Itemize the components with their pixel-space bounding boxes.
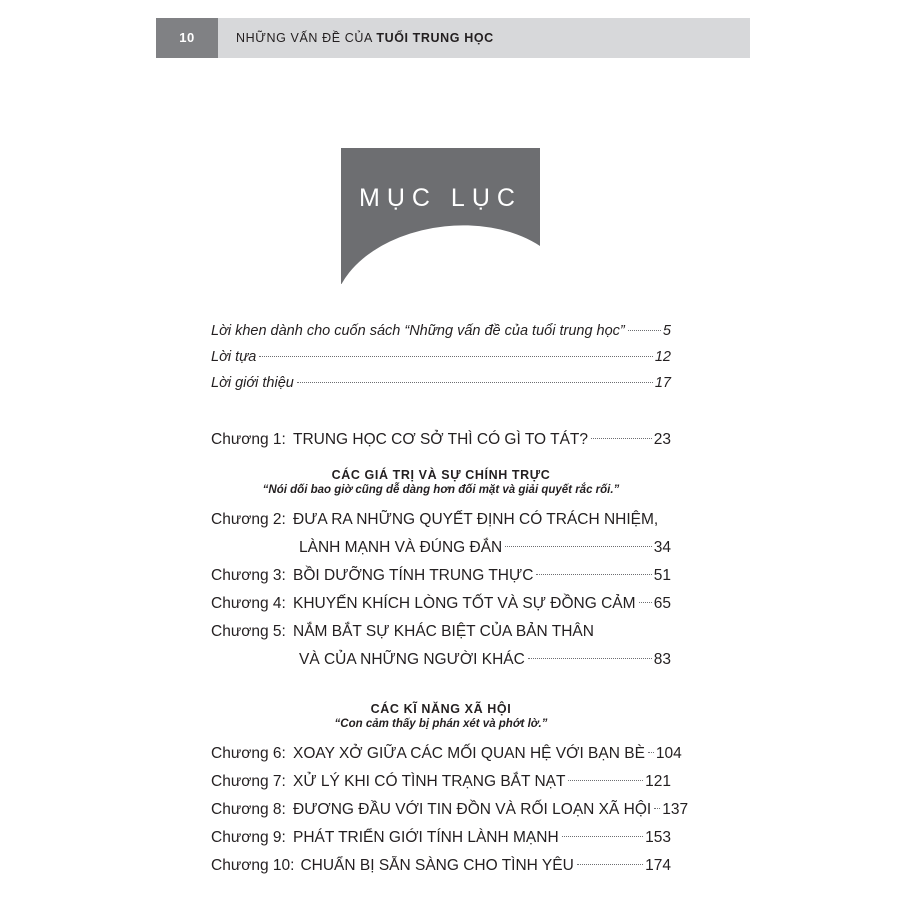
chapter-label: Chương 7: [211, 773, 286, 790]
chapter-title: ĐƯƠNG ĐẦU VỚI TIN ĐỒN VÀ RỐI LOẠN XÃ HỘI [293, 801, 652, 818]
chapter-title: CHUẨN BỊ SẴN SÀNG CHO TÌNH YÊU [300, 857, 574, 874]
section-heading-quote: “Con cảm thấy bị phán xét và phớt lờ.” [334, 718, 548, 730]
chapter-page: 23 [653, 431, 671, 448]
chapter-title: TRUNG HỌC CƠ SỞ THÌ CÓ GÌ TO TÁT? [293, 431, 588, 448]
chapter-label: Chương 8: [211, 801, 286, 818]
list-item[interactable] [211, 768, 671, 796]
chapter-title-continuation[interactable] [211, 646, 671, 674]
dot-leader [528, 658, 652, 659]
list-item[interactable] [211, 562, 671, 590]
dot-leader [639, 602, 652, 603]
chapter-page: 34 [653, 539, 671, 556]
front-matter-label: Lời khen dành cho cuốn sách “Những vấn đề của tuổi trung học” [211, 323, 625, 339]
front-matter-label: Lời giới thiệu [211, 375, 294, 391]
section-heading [211, 468, 671, 496]
section-heading-quote: “Nói dối bao giờ cũng dễ dàng hơn đối mặt và giải quyết rắc rối.” [262, 484, 620, 496]
running-header-title-bold: TUỔI TRUNG HỌC [376, 31, 494, 45]
list-item[interactable] [211, 370, 671, 396]
list-item[interactable] [211, 618, 671, 646]
section-heading-title: CÁC KĨ NĂNG XÃ HỘI [370, 702, 512, 716]
spacer [211, 732, 671, 740]
chapter-label: Chương 10: [211, 857, 295, 874]
dot-leader [536, 574, 651, 575]
chapter-title-line2: LÀNH MẠNH VÀ ĐÚNG ĐẮN [299, 539, 503, 556]
dot-leader [654, 808, 660, 809]
chapter-label: Chương 4: [211, 595, 286, 612]
dot-leader [568, 780, 643, 781]
chapter-page: 104 [655, 745, 682, 762]
front-matter-list [211, 318, 671, 396]
list-item[interactable] [211, 426, 671, 454]
list-item[interactable] [211, 344, 671, 370]
list-item[interactable] [211, 590, 671, 618]
chapter-page: 174 [645, 857, 671, 874]
spacer [211, 674, 671, 688]
chapter-page: 153 [645, 829, 671, 846]
list-item[interactable] [211, 318, 671, 344]
chapter-title: NẮM BẮT SỰ KHÁC BIỆT CỦA BẢN THÂN [293, 623, 594, 640]
dot-leader [577, 864, 643, 865]
dot-leader [259, 356, 652, 357]
front-matter-page: 5 [662, 323, 671, 339]
chapter-title-line2: VÀ CỦA NHỮNG NGƯỜI KHÁC [299, 651, 525, 668]
chapter-page: 83 [653, 651, 671, 668]
chapter-label: Chương 5: [211, 623, 286, 640]
dot-leader [628, 330, 661, 331]
list-item[interactable] [211, 740, 682, 768]
dot-leader [591, 438, 652, 439]
chapter-title: PHÁT TRIỂN GIỚI TÍNH LÀNH MẠNH [293, 829, 559, 846]
toc-title-plate [341, 148, 540, 284]
chapter-title: KHUYẾN KHÍCH LÒNG TỐT VÀ SỰ ĐỒNG CẢM [293, 595, 636, 612]
chapter-label: Chương 2: [211, 511, 286, 528]
chapter-title: XỬ LÝ KHI CÓ TÌNH TRẠNG BẮT NẠT [293, 773, 566, 790]
page-number: 10 [179, 30, 195, 45]
chapter-title: BỒI DƯỠNG TÍNH TRUNG THỰC [293, 567, 534, 584]
list-item[interactable] [211, 852, 671, 880]
dot-leader [297, 382, 653, 383]
dot-leader [562, 836, 643, 837]
chapter-page: 137 [662, 801, 689, 818]
spacer [211, 498, 671, 506]
chapter-page: 121 [645, 773, 671, 790]
list-item[interactable] [211, 796, 689, 824]
running-header-title-prefix: NHỮNG VẤN ĐỀ CỦA [236, 31, 377, 45]
chapter-title: XOAY XỞ GIỮA CÁC MỐI QUAN HỆ VỚI BẠN BÈ [293, 745, 645, 762]
table-of-contents [211, 318, 689, 880]
page-title: MỤC LỤC [359, 184, 522, 212]
chapter-title-continuation[interactable] [211, 534, 671, 562]
chapter-label: Chương 3: [211, 567, 286, 584]
chapter-list [211, 426, 689, 880]
section-heading [211, 702, 671, 730]
section-heading-title: CÁC GIÁ TRỊ VÀ SỰ CHÍNH TRỰC [331, 468, 551, 482]
front-matter-page: 17 [654, 375, 671, 391]
chapter-label: Chương 6: [211, 745, 286, 762]
chapter-title: ĐƯA RA NHỮNG QUYẾT ĐỊNH CÓ TRÁCH NHIỆM, [293, 511, 659, 528]
list-item[interactable] [211, 824, 671, 852]
running-header-title [236, 18, 494, 58]
chapter-page: 65 [653, 595, 671, 612]
list-item[interactable] [211, 506, 671, 534]
dot-leader [505, 546, 652, 547]
dot-leader [648, 752, 654, 753]
chapter-label: Chương 9: [211, 829, 286, 846]
front-matter-label: Lời tựa [211, 349, 257, 365]
front-matter-page: 12 [654, 349, 671, 365]
chapter-label: Chương 1: [211, 431, 286, 448]
chapter-page: 51 [653, 567, 671, 584]
